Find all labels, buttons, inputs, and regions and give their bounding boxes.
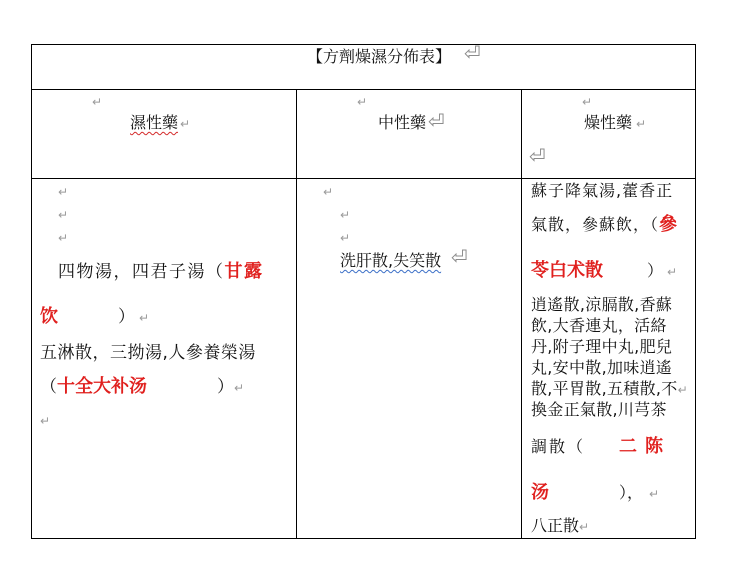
header-neutral: 中性藥 <box>378 113 427 132</box>
wet-highlight-1: 甘露 <box>224 261 264 282</box>
table-title: 【方劑燥濕分佈表】 <box>307 47 452 66</box>
paragraph-mark-icon: ↵ <box>58 185 69 199</box>
dry-highlight-2: 苓白术散 <box>531 260 603 281</box>
paragraph-mark-icon: ↵ <box>323 185 334 199</box>
dry-highlight-4: 汤 <box>531 482 549 503</box>
neutral-line-1: 洗肝散,失笑散 <box>340 251 442 270</box>
header-wet <box>130 112 178 134</box>
wet-highlight-3: 十全大补汤 <box>57 376 147 397</box>
table-border-title-bottom <box>31 89 696 90</box>
dry-line-5: 飲,大香連丸，活絡 <box>531 316 667 335</box>
table-divider-2 <box>521 89 522 539</box>
paragraph-mark-icon: ↵ <box>139 311 150 325</box>
table-border-right <box>695 44 696 539</box>
table-border-top <box>31 44 696 45</box>
dry-line-1: 蘇子降氣湯,藿香正 <box>531 181 674 200</box>
dry-line-6: 丹,附子理中丸,肥兒 <box>531 337 673 356</box>
dry-line-2: 氣散，參蘇飲，（參 <box>531 214 679 235</box>
dry-line-7: 丸,安中散,加味逍遙 <box>531 358 673 377</box>
wet-line-1: 四物湯，四君子湯（甘露 <box>58 261 264 282</box>
dry-line-3: 苓白术散 ） ↵ <box>531 260 678 281</box>
return-arrow-icon: ⏎ <box>451 245 468 269</box>
wet-line-2: 饮 ） ↵ <box>40 306 150 327</box>
dry-line-10: 調散（ 二陈 <box>531 436 672 457</box>
table-border-bottom <box>31 538 696 539</box>
paragraph-mark-icon: ↵ <box>649 487 660 501</box>
dry-highlight-1: 參 <box>659 214 679 235</box>
wet-line-4: （十全大补汤 ）↵ <box>40 376 245 397</box>
dry-line-8: 散,平胃散,五積散,不↵ <box>531 379 688 398</box>
paragraph-mark-icon: ↵ <box>180 117 191 131</box>
dry-line-4: 逍遙散,涼膈散,香蘇 <box>531 295 673 314</box>
dry-highlight-3: 二陈 <box>619 436 672 457</box>
paragraph-mark-icon: ↵ <box>58 231 69 245</box>
return-arrow-icon: ⏎ <box>428 109 445 133</box>
paragraph-mark-icon: ↵ <box>357 95 368 109</box>
return-arrow-icon: ⏎ <box>464 41 481 65</box>
dry-line-11: 汤 ）， ↵ <box>531 482 660 503</box>
paragraph-mark-icon: ↵ <box>234 381 245 395</box>
paragraph-mark-icon: ↵ <box>667 265 678 279</box>
return-arrow-icon: ⏎ <box>529 144 546 168</box>
paragraph-mark-icon: ↵ <box>677 383 688 397</box>
paragraph-mark-icon: ↵ <box>636 117 647 131</box>
paragraph-mark-icon: ↵ <box>340 231 351 245</box>
dry-line-12: 八正散↵ <box>531 516 590 535</box>
header-dry: 燥性藥 <box>584 113 633 132</box>
paragraph-mark-icon: ↵ <box>582 95 593 109</box>
table-border-header-bottom <box>31 178 696 179</box>
wet-line-3: 五淋散，三拗湯,人參養榮湯 <box>40 343 256 363</box>
table-divider-1 <box>296 89 297 539</box>
paragraph-mark-icon: ↵ <box>58 208 69 222</box>
paragraph-mark-icon: ↵ <box>40 414 51 428</box>
wet-highlight-2: 饮 <box>40 306 58 327</box>
paragraph-mark-icon: ↵ <box>340 208 351 222</box>
paragraph-mark-icon: ↵ <box>579 520 590 534</box>
table-border-left <box>31 44 32 539</box>
paragraph-mark-icon: ↵ <box>92 95 103 109</box>
dry-line-9: 換金正氣散,川芎茶 <box>531 400 667 419</box>
header-wet-label: 濕性藥 <box>130 113 179 132</box>
